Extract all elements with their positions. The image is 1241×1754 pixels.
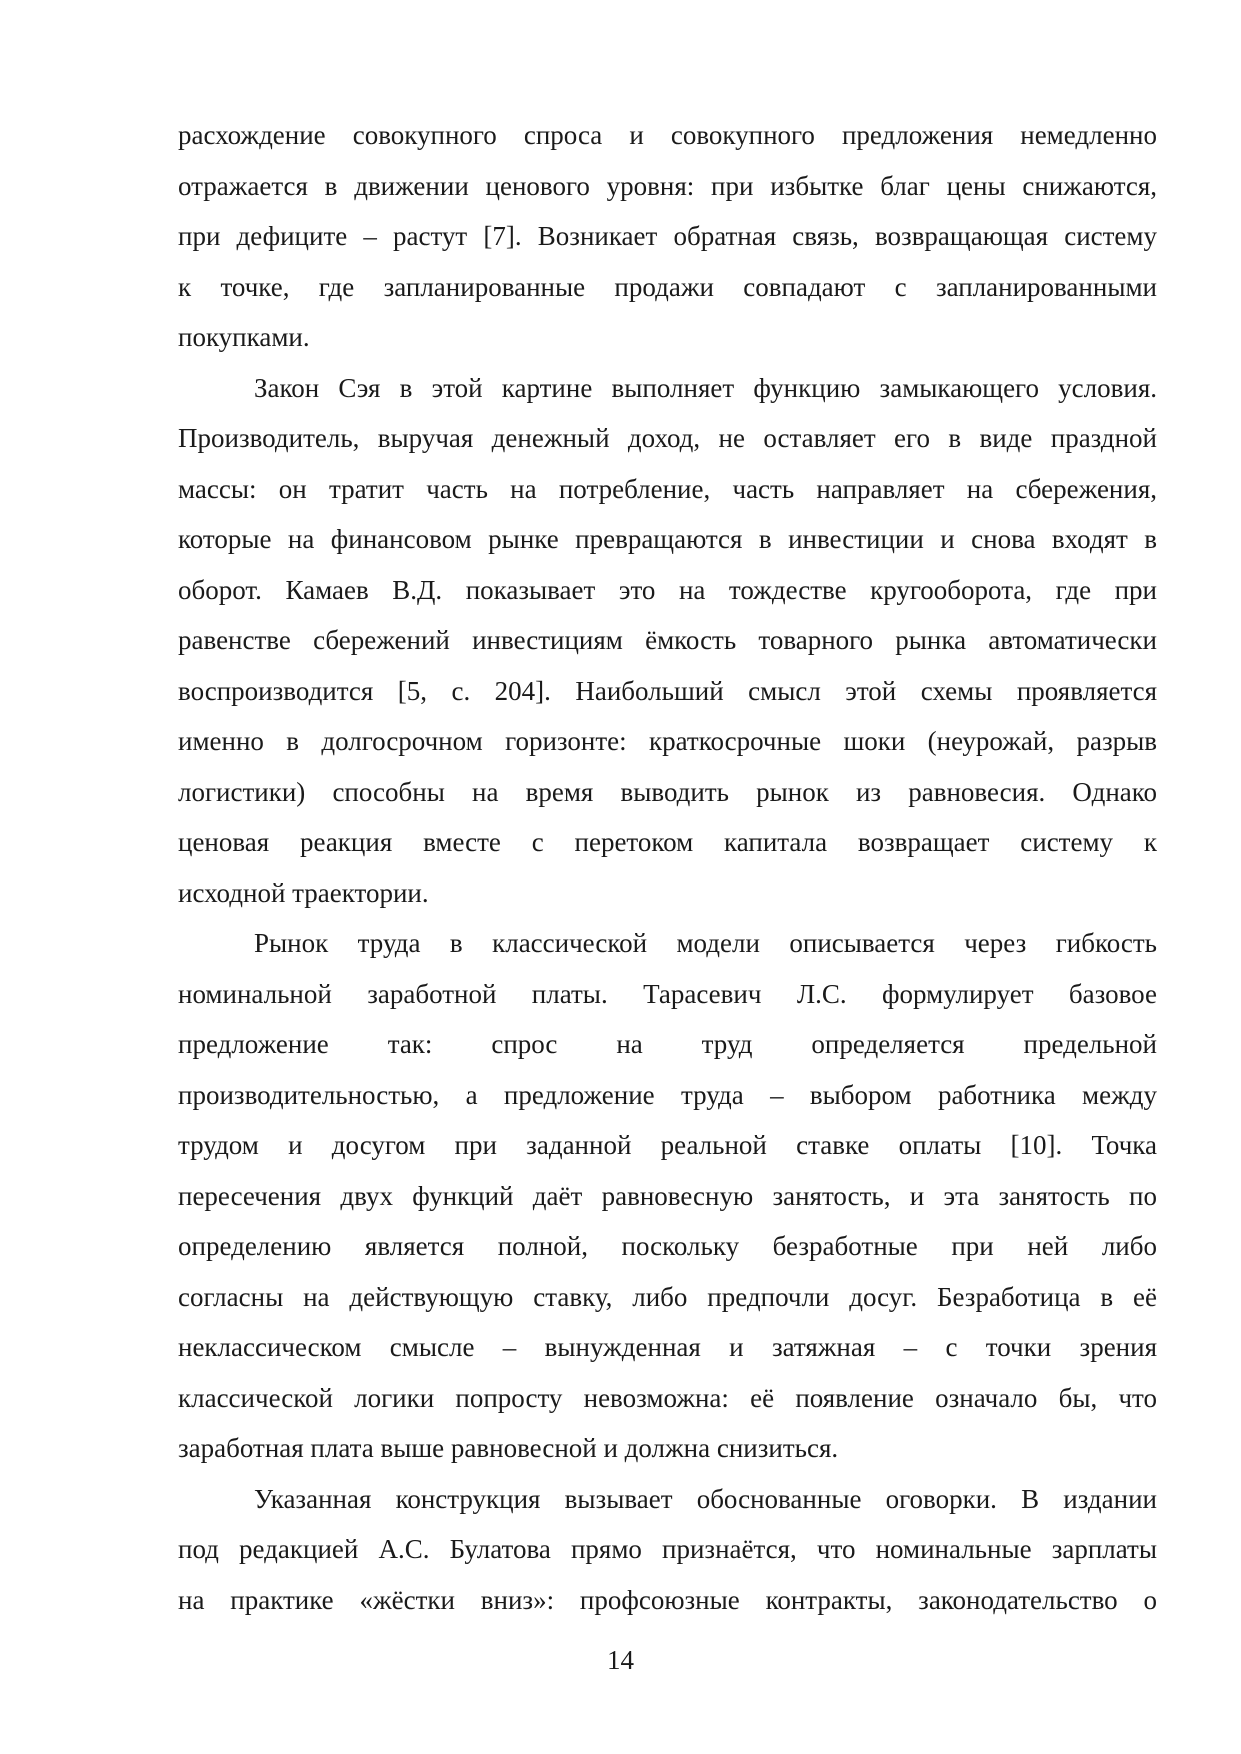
paragraph (178, 363, 1157, 919)
text-line: покупками. (178, 322, 310, 352)
paragraph (178, 110, 1157, 363)
text-line: к точке, где запланированные продажи совпадают с запланированными (178, 271, 1157, 302)
text-line: логистики) способны на время выводить рынок из равновесия. Однако (178, 776, 1157, 807)
text-line: определению является полной, поскольку безработные при ней либо (178, 1231, 1157, 1261)
text-line: пересечения двух функций даёт равновесную занятость, и эта занятость по (178, 1180, 1157, 1211)
text-line: классической логики попросту невозможна: её появление означало бы, что (178, 1382, 1157, 1413)
text-line: которые на финансовом рынке превращаются в инвестиции и снова входят в (178, 524, 1157, 554)
text-line: заработная плата выше равновесной и должна снизиться. (178, 1433, 839, 1463)
text-line: равенстве сбережений инвестициям ёмкость товарного рынка автоматически (178, 625, 1157, 655)
text-line: предложение так: спрос на труд определяется предельной (178, 1029, 1157, 1059)
text-line: Указанная конструкция вызывает обоснованные оговорки. В издании (254, 1483, 1157, 1514)
paragraph (178, 918, 1157, 1474)
text-line: воспроизводится [5, с. 204]. Наибольший смысл этой схемы проявляется (178, 675, 1157, 706)
text-line: ценовая реакция вместе с перетоком капитала возвращает систему к (178, 827, 1157, 857)
text-line: под редакцией А.С. Булатова прямо признаётся, что номинальные зарплаты (178, 1534, 1157, 1564)
text-line: Закон Сэя в этой картине выполняет функцию замыкающего условия. (254, 372, 1157, 403)
body-text (178, 110, 1157, 1625)
text-line: расхождение совокупного спроса и совокупного предложения немедленно (178, 120, 1157, 150)
text-line: Рынок труда в классической модели описывается через гибкость (254, 928, 1157, 958)
text-line: при дефиците – растут [7]. Возникает обратная связь, возвращающая систему (178, 221, 1157, 251)
text-line: номинальной заработной платы. Тарасевич Л.С. формулирует базовое (178, 978, 1157, 1009)
text-line: исходной траектории. (178, 877, 429, 908)
paragraph (178, 1474, 1157, 1626)
text-line: согласны на действующую ставку, либо предпочли досуг. Безработица в её (178, 1281, 1157, 1312)
text-line: отражается в движении ценового уровня: при избытке благ цены снижаются, (178, 170, 1157, 201)
text-line: на практике «жёстки вниз»: профсоюзные контракты, законодательство о (178, 1584, 1157, 1615)
text-line: неклассическом смысле – вынужденная и затяжная – с точки зрения (178, 1332, 1157, 1362)
text-line: массы: он тратит часть на потребление, часть направляет на сбережения, (178, 473, 1157, 504)
text-line: оборот. Камаев В.Д. показывает это на тождестве кругооборота, где при (178, 574, 1157, 605)
page-number: 14 (607, 1645, 634, 1675)
text-line: Производитель, выручая денежный доход, не оставляет его в виде праздной (178, 423, 1157, 453)
text-line: производительностью, а предложение труда – выбором работника между (178, 1079, 1157, 1110)
text-line: трудом и досугом при заданной реальной ставке оплаты [10]. Точка (178, 1130, 1157, 1160)
text-line: именно в долгосрочном горизонте: краткосрочные шоки (неурожай, разрыв (178, 726, 1157, 756)
